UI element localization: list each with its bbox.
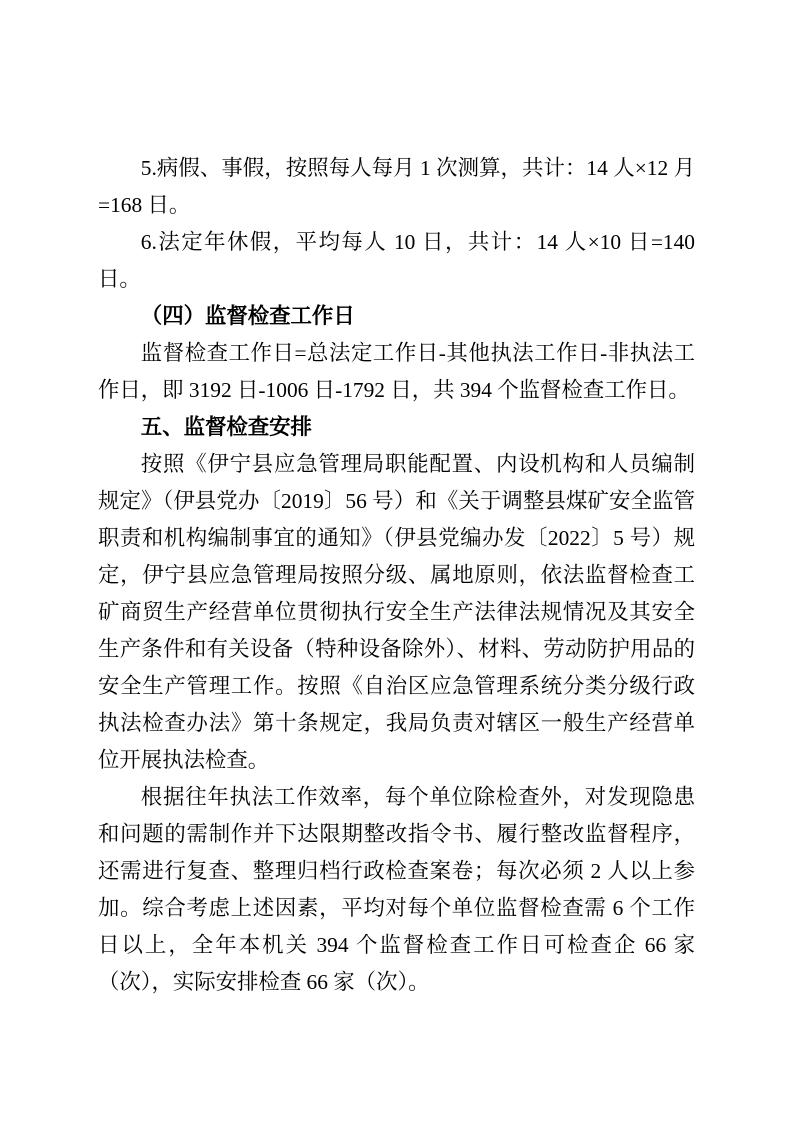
heading-section-five-inspection-arrangement: 五、监督检查安排 <box>140 415 312 439</box>
heading-section-four-inspection-workdays: （四）监督检查工作日 <box>140 304 355 328</box>
paragraph-workday-formula: 监督检查工作日=总法定工作日-其他执法工作日-非执法工作日，即 3192 日-1006 日-1792 日，共 394 个监督检查工作日。 <box>98 341 695 402</box>
paragraph-inspection-capacity: 根据往年执法工作效率，每个单位除检查外，对发现隐患和问题的需制作并下达限期整改指令书、履行整改监督程序，还需进行复查、整理归档行政检查案卷；每次必须 2 人以上参加。综合考虑上述因素，平均对每个单位监督检查需 6 个工作日以上，全年本机关 394 个监督检查工作日可检查企 66 家（次），实际安排检查 66 家（次）。 <box>98 785 695 994</box>
paragraph-annual-leave: 6.法定年休假，平均每人 10 日，共计：14 人×10 日=140 日。 <box>98 230 695 291</box>
paragraph-inspection-scope: 按照《伊宁县应急管理局职能配置、内设机构和人员编制规定》（伊县党办〔2019〕56 号）和《关于调整县煤矿安全监管职责和机构编制事宜的通知》（伊县党编办发〔2022〕5 号）规定，伊宁县应急管理局按照分级、属地原则，依法监督检查工矿商贸生产经营单位贯彻执行安全生产法律法规情况及其安全生产条件和有关设备（特种设备除外）、材料、劳动防护用品的安全生产管理工作。按照《自治区应急管理系统分类分级行政执法检查办法》第十条规定，我局负责对辖区一般生产经营单位开展执法检查。 <box>98 452 695 772</box>
document-body <box>98 150 695 1001</box>
paragraph-sick-personal-leave: 5.病假、事假，按照每人每月 1 次测算，共计：14 人×12 月=168 日。 <box>98 156 695 217</box>
